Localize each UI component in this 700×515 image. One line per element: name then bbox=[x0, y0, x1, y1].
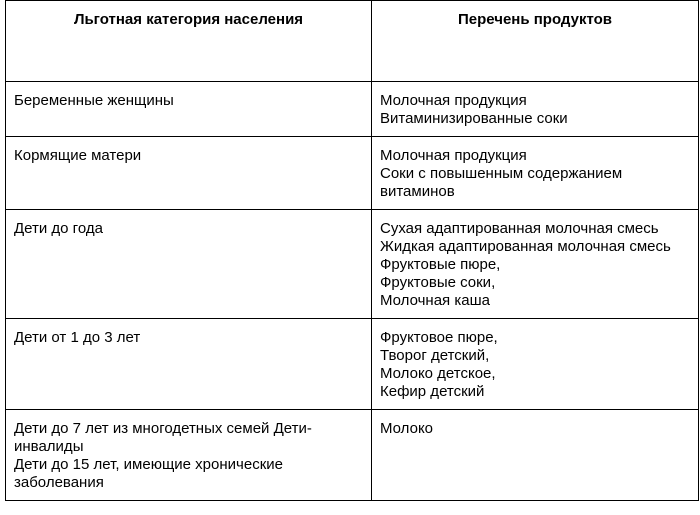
product-line: Молочная продукция bbox=[380, 92, 527, 109]
table-row bbox=[6, 210, 699, 319]
product-line: Молоко детское, bbox=[380, 365, 496, 382]
product-line: Соки с повышенным содержанием bbox=[380, 165, 623, 182]
category-line: Дети до года bbox=[14, 220, 103, 237]
product-line: Молоко bbox=[380, 420, 434, 437]
header-category: Льготная категория населения bbox=[6, 1, 372, 82]
table-row bbox=[6, 410, 699, 501]
products-cell bbox=[372, 137, 699, 210]
category-line: Дети от 1 до 3 лет bbox=[14, 329, 141, 346]
category-cell bbox=[6, 210, 372, 319]
table-row bbox=[6, 82, 699, 137]
product-line: Фруктовые пюре, bbox=[380, 256, 501, 273]
product-line: Фруктовое пюре, bbox=[380, 329, 498, 346]
product-line: Молочная продукция bbox=[380, 147, 527, 164]
products-cell bbox=[372, 82, 699, 137]
category-line: инвалиды bbox=[14, 438, 84, 455]
category-line: Беременные женщины bbox=[14, 92, 174, 109]
category-line: Дети до 7 лет из многодетных семей Дети- bbox=[14, 420, 312, 437]
benefits-table bbox=[5, 0, 699, 501]
category-cell bbox=[6, 319, 372, 410]
product-line: Кефир детский bbox=[380, 383, 485, 400]
product-line: Сухая адаптированная молочная смесь bbox=[380, 220, 659, 237]
products-cell bbox=[372, 210, 699, 319]
category-cell bbox=[6, 82, 372, 137]
category-line: Кормящие матери bbox=[14, 147, 142, 164]
product-line: Фруктовые соки, bbox=[380, 274, 496, 291]
product-line: Витаминизированные соки bbox=[380, 110, 568, 127]
product-line: Молочная каша bbox=[380, 292, 490, 309]
category-line: заболевания bbox=[14, 474, 104, 491]
category-line: Дети до 15 лет, имеющие хронические bbox=[14, 456, 283, 473]
product-line: витаминов bbox=[380, 183, 455, 200]
table-row bbox=[6, 319, 699, 410]
product-line: Жидкая адаптированная молочная смесь bbox=[380, 238, 671, 255]
table-header-row bbox=[6, 1, 699, 82]
product-line: Творог детский, bbox=[380, 347, 490, 364]
category-cell bbox=[6, 410, 372, 501]
products-cell bbox=[372, 410, 699, 501]
header-products: Перечень продуктов bbox=[372, 1, 699, 82]
products-cell bbox=[372, 319, 699, 410]
category-cell bbox=[6, 137, 372, 210]
table-row bbox=[6, 137, 699, 210]
